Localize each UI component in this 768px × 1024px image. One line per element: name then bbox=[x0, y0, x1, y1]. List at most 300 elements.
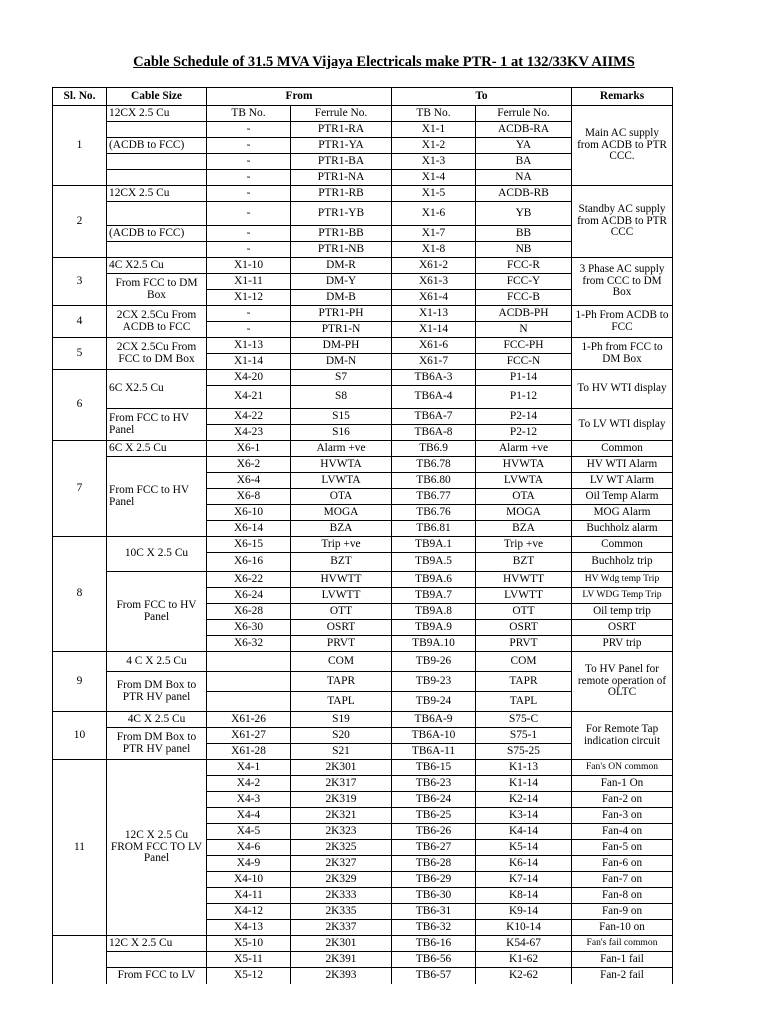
remarks-cell: Fan-1 fail bbox=[572, 952, 673, 968]
header-to: To bbox=[392, 88, 572, 106]
from-tb-no-cell: X4-12 bbox=[207, 904, 291, 920]
from-ferrule-no-cell: 2K329 bbox=[291, 872, 392, 888]
from-tb-no-cell: X4-13 bbox=[207, 920, 291, 936]
from-ferrule-no-cell: 2K321 bbox=[291, 808, 392, 824]
to-tb-no-cell: X61-6 bbox=[392, 338, 476, 354]
from-tb-no-cell: X1-13 bbox=[207, 338, 291, 354]
from-tb-no-cell: X6-8 bbox=[207, 489, 291, 505]
from-tb-no-cell: X6-22 bbox=[207, 572, 291, 588]
from-ferrule-no-cell: LVWTA bbox=[291, 473, 392, 489]
cable-size-cell: From FCC to HV Panel bbox=[107, 457, 207, 537]
header-from: From bbox=[207, 88, 392, 106]
to-tb-no-cell: TB6.9 bbox=[392, 441, 476, 457]
remarks-cell: Fan-2 on bbox=[572, 792, 673, 808]
header-sl-no: Sl. No. bbox=[53, 88, 107, 106]
to-ferrule-no-cell: K1-62 bbox=[476, 952, 572, 968]
from-ferrule-no-cell: PTR1-YA bbox=[291, 138, 392, 154]
to-tb-no-cell: TB6-25 bbox=[392, 808, 476, 824]
to-tb-no-cell: X61-7 bbox=[392, 354, 476, 370]
sl-no-cell: 8 bbox=[53, 537, 107, 652]
to-tb-no-cell: TB6-16 bbox=[392, 936, 476, 952]
cable-size-cell: (ACDB to FCC) bbox=[107, 226, 207, 242]
from-tb-no-cell: X4-4 bbox=[207, 808, 291, 824]
from-ferrule-no-cell: 2K391 bbox=[291, 952, 392, 968]
from-tb-no-cell: X6-2 bbox=[207, 457, 291, 473]
cable-size-cell bbox=[107, 242, 207, 258]
remarks-cell: To HV WTI display bbox=[572, 370, 673, 409]
to-ferrule-no-cell: OTT bbox=[476, 604, 572, 620]
remarks-cell: Common bbox=[572, 537, 673, 553]
from-ferrule-no-cell: LVWTT bbox=[291, 588, 392, 604]
table-row bbox=[53, 106, 673, 122]
to-tb-no-cell: TB6-56 bbox=[392, 952, 476, 968]
from-tb-no-cell bbox=[207, 692, 291, 712]
to-tb-no-cell: TB No. bbox=[392, 106, 476, 122]
from-tb-no-cell: - bbox=[207, 306, 291, 322]
from-ferrule-no-cell: 2K337 bbox=[291, 920, 392, 936]
to-ferrule-no-cell: HVWTT bbox=[476, 572, 572, 588]
to-ferrule-no-cell: BA bbox=[476, 154, 572, 170]
to-tb-no-cell: TB6-26 bbox=[392, 824, 476, 840]
from-tb-no-cell: X1-12 bbox=[207, 290, 291, 306]
from-tb-no-cell: - bbox=[207, 186, 291, 202]
from-tb-no-cell: X5-12 bbox=[207, 968, 291, 984]
from-ferrule-no-cell: OTT bbox=[291, 604, 392, 620]
from-ferrule-no-cell: TAPR bbox=[291, 672, 392, 692]
to-tb-no-cell: TB6-32 bbox=[392, 920, 476, 936]
cable-size-cell bbox=[107, 170, 207, 186]
table-row bbox=[53, 186, 673, 202]
to-ferrule-no-cell: K54-67 bbox=[476, 936, 572, 952]
table-row bbox=[53, 457, 673, 473]
table-row bbox=[53, 537, 673, 553]
to-tb-no-cell: X1-7 bbox=[392, 226, 476, 242]
cable-size-cell: From DM Box to PTR HV panel bbox=[107, 728, 207, 760]
from-ferrule-no-cell: HVWTT bbox=[291, 572, 392, 588]
from-ferrule-no-cell: HVWTA bbox=[291, 457, 392, 473]
to-tb-no-cell: X1-8 bbox=[392, 242, 476, 258]
to-ferrule-no-cell: OSRT bbox=[476, 620, 572, 636]
from-ferrule-no-cell: PTR1-BA bbox=[291, 154, 392, 170]
to-ferrule-no-cell: K4-14 bbox=[476, 824, 572, 840]
to-tb-no-cell: TB6-15 bbox=[392, 760, 476, 776]
from-tb-no-cell bbox=[207, 672, 291, 692]
cable-size-cell: 6C X2.5 Cu bbox=[107, 370, 207, 409]
table-body-continued bbox=[53, 936, 673, 984]
to-tb-no-cell: TB9A.8 bbox=[392, 604, 476, 620]
to-tb-no-cell: TB6A-9 bbox=[392, 712, 476, 728]
from-ferrule-no-cell: DM-N bbox=[291, 354, 392, 370]
remarks-cell: Fan-6 on bbox=[572, 856, 673, 872]
remarks-cell: Fan-8 on bbox=[572, 888, 673, 904]
to-ferrule-no-cell: NA bbox=[476, 170, 572, 186]
cable-schedule-table bbox=[52, 87, 673, 984]
remarks-cell: Standby AC supply from ACDB to PTR CCC bbox=[572, 186, 673, 258]
remarks-cell: Fan-9 on bbox=[572, 904, 673, 920]
remarks-cell: 3 Phase AC supply from CCC to DM Box bbox=[572, 258, 673, 306]
from-ferrule-no-cell: BZT bbox=[291, 553, 392, 572]
from-tb-no-cell: X6-16 bbox=[207, 553, 291, 572]
from-tb-no-cell: X4-6 bbox=[207, 840, 291, 856]
cable-size-cell: 4C X 2.5 Cu bbox=[107, 712, 207, 728]
to-ferrule-no-cell: K10-14 bbox=[476, 920, 572, 936]
table-row bbox=[53, 258, 673, 274]
from-ferrule-no-cell: MOGA bbox=[291, 505, 392, 521]
cable-size-cell bbox=[107, 952, 207, 968]
to-tb-no-cell: TB6.78 bbox=[392, 457, 476, 473]
to-ferrule-no-cell: BZA bbox=[476, 521, 572, 537]
to-ferrule-no-cell: K6-14 bbox=[476, 856, 572, 872]
to-tb-no-cell: TB6-28 bbox=[392, 856, 476, 872]
to-tb-no-cell: X61-3 bbox=[392, 274, 476, 290]
to-tb-no-cell: TB6-30 bbox=[392, 888, 476, 904]
to-ferrule-no-cell: P2-12 bbox=[476, 425, 572, 441]
remarks-cell: MOG Alarm bbox=[572, 505, 673, 521]
sl-no-cell: 1 bbox=[53, 106, 107, 186]
from-tb-no-cell: X4-21 bbox=[207, 386, 291, 409]
to-ferrule-no-cell: P1-14 bbox=[476, 370, 572, 386]
cable-size-cell: 2CX 2.5Cu From ACDB to FCC bbox=[107, 306, 207, 338]
from-tb-no-cell: X4-11 bbox=[207, 888, 291, 904]
to-tb-no-cell: TB6A-7 bbox=[392, 409, 476, 425]
to-ferrule-no-cell: S75-25 bbox=[476, 744, 572, 760]
to-ferrule-no-cell: K1-13 bbox=[476, 760, 572, 776]
from-ferrule-no-cell: PTR1-RA bbox=[291, 122, 392, 138]
from-ferrule-no-cell: Ferrule No. bbox=[291, 106, 392, 122]
table-row bbox=[53, 712, 673, 728]
from-ferrule-no-cell: S8 bbox=[291, 386, 392, 409]
from-ferrule-no-cell: Trip +ve bbox=[291, 537, 392, 553]
from-tb-no-cell: X4-9 bbox=[207, 856, 291, 872]
to-ferrule-no-cell: PRVT bbox=[476, 636, 572, 652]
to-tb-no-cell: TB9-23 bbox=[392, 672, 476, 692]
from-tb-no-cell: X6-14 bbox=[207, 521, 291, 537]
to-ferrule-no-cell: K7-14 bbox=[476, 872, 572, 888]
from-tb-no-cell: - bbox=[207, 122, 291, 138]
to-tb-no-cell: X61-4 bbox=[392, 290, 476, 306]
from-ferrule-no-cell: 2K317 bbox=[291, 776, 392, 792]
from-ferrule-no-cell: 2K333 bbox=[291, 888, 392, 904]
to-ferrule-no-cell: P1-12 bbox=[476, 386, 572, 409]
from-tb-no-cell: X4-5 bbox=[207, 824, 291, 840]
from-ferrule-no-cell: COM bbox=[291, 652, 392, 672]
to-ferrule-no-cell: LVWTT bbox=[476, 588, 572, 604]
remarks-cell: LV WT Alarm bbox=[572, 473, 673, 489]
to-ferrule-no-cell: N bbox=[476, 322, 572, 338]
to-tb-no-cell: TB6-23 bbox=[392, 776, 476, 792]
from-tb-no-cell: X6-32 bbox=[207, 636, 291, 652]
remarks-cell: Fan-7 on bbox=[572, 872, 673, 888]
table-row bbox=[53, 572, 673, 588]
to-ferrule-no-cell: HVWTA bbox=[476, 457, 572, 473]
from-ferrule-no-cell: PTR1-BB bbox=[291, 226, 392, 242]
to-tb-no-cell: TB6.80 bbox=[392, 473, 476, 489]
from-tb-no-cell: X6-24 bbox=[207, 588, 291, 604]
from-tb-no-cell: X1-14 bbox=[207, 354, 291, 370]
to-tb-no-cell: TB6A-4 bbox=[392, 386, 476, 409]
remarks-cell: To LV WTI display bbox=[572, 409, 673, 441]
to-tb-no-cell: X1-3 bbox=[392, 154, 476, 170]
to-tb-no-cell: TB9A.9 bbox=[392, 620, 476, 636]
to-ferrule-no-cell: FCC-R bbox=[476, 258, 572, 274]
from-ferrule-no-cell: PTR1-PH bbox=[291, 306, 392, 322]
to-tb-no-cell: X1-5 bbox=[392, 186, 476, 202]
to-tb-no-cell: TB6-29 bbox=[392, 872, 476, 888]
from-ferrule-no-cell: PTR1-YB bbox=[291, 202, 392, 226]
to-tb-no-cell: X1-13 bbox=[392, 306, 476, 322]
to-tb-no-cell: TB6A-8 bbox=[392, 425, 476, 441]
from-tb-no-cell: - bbox=[207, 242, 291, 258]
from-tb-no-cell: X61-28 bbox=[207, 744, 291, 760]
remarks-cell: For Remote Tap indication circuit bbox=[572, 712, 673, 760]
to-tb-no-cell: X1-6 bbox=[392, 202, 476, 226]
to-tb-no-cell: TB6.77 bbox=[392, 489, 476, 505]
from-tb-no-cell: - bbox=[207, 138, 291, 154]
to-ferrule-no-cell: FCC-B bbox=[476, 290, 572, 306]
from-tb-no-cell: X6-10 bbox=[207, 505, 291, 521]
cable-size-cell: From FCC to LV bbox=[107, 968, 207, 984]
cable-size-cell: From FCC to DM Box bbox=[107, 274, 207, 306]
cable-size-cell: 12CX 2.5 Cu bbox=[107, 186, 207, 202]
cable-size-cell bbox=[107, 122, 207, 138]
to-ferrule-no-cell: OTA bbox=[476, 489, 572, 505]
from-ferrule-no-cell: Alarm +ve bbox=[291, 441, 392, 457]
from-ferrule-no-cell: PTR1-NB bbox=[291, 242, 392, 258]
to-tb-no-cell: TB9A.6 bbox=[392, 572, 476, 588]
to-tb-no-cell: TB9A.1 bbox=[392, 537, 476, 553]
to-ferrule-no-cell: K3-14 bbox=[476, 808, 572, 824]
remarks-cell: Fan-4 on bbox=[572, 824, 673, 840]
sl-no-cell: 2 bbox=[53, 186, 107, 258]
sl-no-cell: 11 bbox=[53, 760, 107, 936]
from-tb-no-cell: X4-22 bbox=[207, 409, 291, 425]
to-ferrule-no-cell: ACDB-RA bbox=[476, 122, 572, 138]
cable-size-cell: From FCC to HV Panel bbox=[107, 409, 207, 441]
from-tb-no-cell: X61-26 bbox=[207, 712, 291, 728]
to-ferrule-no-cell: FCC-N bbox=[476, 354, 572, 370]
to-tb-no-cell: TB6-24 bbox=[392, 792, 476, 808]
cable-size-cell: (ACDB to FCC) bbox=[107, 138, 207, 154]
remarks-cell: Fan-2 fail bbox=[572, 968, 673, 984]
to-tb-no-cell: X1-14 bbox=[392, 322, 476, 338]
to-tb-no-cell: X1-2 bbox=[392, 138, 476, 154]
to-ferrule-no-cell: K8-14 bbox=[476, 888, 572, 904]
from-tb-no-cell: TB No. bbox=[207, 106, 291, 122]
to-ferrule-no-cell: MOGA bbox=[476, 505, 572, 521]
from-ferrule-no-cell: 2K301 bbox=[291, 760, 392, 776]
cable-size-cell: From DM Box to PTR HV panel bbox=[107, 672, 207, 712]
remarks-cell: Common bbox=[572, 441, 673, 457]
from-ferrule-no-cell: TAPL bbox=[291, 692, 392, 712]
remarks-cell: Fan's fail common bbox=[572, 936, 673, 952]
from-ferrule-no-cell: PTR1-NA bbox=[291, 170, 392, 186]
remarks-cell: Oil Temp Alarm bbox=[572, 489, 673, 505]
to-ferrule-no-cell: LVWTA bbox=[476, 473, 572, 489]
table-body bbox=[53, 106, 673, 936]
to-tb-no-cell: TB6A-11 bbox=[392, 744, 476, 760]
from-tb-no-cell: X5-10 bbox=[207, 936, 291, 952]
from-tb-no-cell: X6-4 bbox=[207, 473, 291, 489]
from-tb-no-cell: X4-3 bbox=[207, 792, 291, 808]
table-row bbox=[53, 936, 673, 952]
to-tb-no-cell: X61-2 bbox=[392, 258, 476, 274]
to-ferrule-no-cell: Alarm +ve bbox=[476, 441, 572, 457]
from-tb-no-cell: - bbox=[207, 154, 291, 170]
to-ferrule-no-cell: COM bbox=[476, 652, 572, 672]
to-tb-no-cell: TB6.76 bbox=[392, 505, 476, 521]
remarks-cell: 1-Ph From ACDB to FCC bbox=[572, 306, 673, 338]
to-ferrule-no-cell: ACDB-PH bbox=[476, 306, 572, 322]
from-ferrule-no-cell: OSRT bbox=[291, 620, 392, 636]
from-ferrule-no-cell: DM-R bbox=[291, 258, 392, 274]
cable-size-cell: 12CX 2.5 Cu bbox=[107, 106, 207, 122]
to-ferrule-no-cell: TAPL bbox=[476, 692, 572, 712]
to-ferrule-no-cell: P2-14 bbox=[476, 409, 572, 425]
to-tb-no-cell: TB9A.7 bbox=[392, 588, 476, 604]
to-ferrule-no-cell: Trip +ve bbox=[476, 537, 572, 553]
table-row bbox=[53, 441, 673, 457]
remarks-cell: OSRT bbox=[572, 620, 673, 636]
to-ferrule-no-cell: TAPR bbox=[476, 672, 572, 692]
to-tb-no-cell: TB6.81 bbox=[392, 521, 476, 537]
from-ferrule-no-cell: 2K319 bbox=[291, 792, 392, 808]
table-row bbox=[53, 338, 673, 354]
remarks-cell: To HV Panel for remote operation of OLTC bbox=[572, 652, 673, 712]
to-ferrule-no-cell: NB bbox=[476, 242, 572, 258]
from-ferrule-no-cell: 2K301 bbox=[291, 936, 392, 952]
from-tb-no-cell: X4-1 bbox=[207, 760, 291, 776]
table-header-row bbox=[53, 88, 673, 106]
cable-size-cell: 12C X 2.5 Cu FROM FCC TO LV Panel bbox=[107, 760, 207, 936]
to-tb-no-cell: TB6A-3 bbox=[392, 370, 476, 386]
header-remarks: Remarks bbox=[572, 88, 673, 106]
to-tb-no-cell: X1-1 bbox=[392, 122, 476, 138]
remarks-cell: Buchholz trip bbox=[572, 553, 673, 572]
from-tb-no-cell: X4-2 bbox=[207, 776, 291, 792]
remarks-cell: LV WDG Temp Trip bbox=[572, 588, 673, 604]
from-tb-no-cell: X6-30 bbox=[207, 620, 291, 636]
from-tb-no-cell: - bbox=[207, 202, 291, 226]
to-tb-no-cell: TB6-31 bbox=[392, 904, 476, 920]
cable-size-cell: 10C X 2.5 Cu bbox=[107, 537, 207, 572]
from-tb-no-cell: X6-1 bbox=[207, 441, 291, 457]
remarks-cell: Fan-5 on bbox=[572, 840, 673, 856]
to-tb-no-cell: TB6-57 bbox=[392, 968, 476, 984]
from-ferrule-no-cell: 2K335 bbox=[291, 904, 392, 920]
from-ferrule-no-cell: PRVT bbox=[291, 636, 392, 652]
to-ferrule-no-cell: ACDB-RB bbox=[476, 186, 572, 202]
remarks-cell: Fan's ON common bbox=[572, 760, 673, 776]
from-tb-no-cell: X1-11 bbox=[207, 274, 291, 290]
from-tb-no-cell: X6-15 bbox=[207, 537, 291, 553]
sl-no-cell: 3 bbox=[53, 258, 107, 306]
to-tb-no-cell: TB9-24 bbox=[392, 692, 476, 712]
to-tb-no-cell: TB9-26 bbox=[392, 652, 476, 672]
from-ferrule-no-cell: 2K323 bbox=[291, 824, 392, 840]
sl-no-cell: 4 bbox=[53, 306, 107, 338]
cable-size-cell: 4 C X 2.5 Cu bbox=[107, 652, 207, 672]
to-ferrule-no-cell: BB bbox=[476, 226, 572, 242]
remarks-cell: PRV trip bbox=[572, 636, 673, 652]
from-ferrule-no-cell: S21 bbox=[291, 744, 392, 760]
to-ferrule-no-cell: K2-62 bbox=[476, 968, 572, 984]
header-cable-size: Cable Size bbox=[107, 88, 207, 106]
to-ferrule-no-cell: YA bbox=[476, 138, 572, 154]
cable-size-cell: 12C X 2.5 Cu bbox=[107, 936, 207, 952]
from-ferrule-no-cell: 2K327 bbox=[291, 856, 392, 872]
table-row bbox=[53, 306, 673, 322]
remarks-cell: Fan-10 on bbox=[572, 920, 673, 936]
from-ferrule-no-cell: S20 bbox=[291, 728, 392, 744]
from-ferrule-no-cell: 2K325 bbox=[291, 840, 392, 856]
from-ferrule-no-cell: DM-PH bbox=[291, 338, 392, 354]
cable-size-cell: 2CX 2.5Cu From FCC to DM Box bbox=[107, 338, 207, 370]
table-row bbox=[53, 952, 673, 968]
from-tb-no-cell: X5-11 bbox=[207, 952, 291, 968]
from-tb-no-cell: - bbox=[207, 226, 291, 242]
from-ferrule-no-cell: OTA bbox=[291, 489, 392, 505]
to-ferrule-no-cell: S75-C bbox=[476, 712, 572, 728]
remarks-cell: HV WTI Alarm bbox=[572, 457, 673, 473]
to-ferrule-no-cell: FCC-Y bbox=[476, 274, 572, 290]
from-tb-no-cell: X61-27 bbox=[207, 728, 291, 744]
table-row bbox=[53, 652, 673, 672]
remarks-cell: HV Wdg temp Trip bbox=[572, 572, 673, 588]
sl-no-cell: 6 bbox=[53, 370, 107, 441]
remarks-cell: Oil temp trip bbox=[572, 604, 673, 620]
from-tb-no-cell bbox=[207, 652, 291, 672]
cable-size-cell bbox=[107, 154, 207, 170]
sl-no-cell: 7 bbox=[53, 441, 107, 537]
sl-no-cell: 10 bbox=[53, 712, 107, 760]
to-ferrule-no-cell: YB bbox=[476, 202, 572, 226]
from-tb-no-cell: X6-28 bbox=[207, 604, 291, 620]
cable-size-cell: From FCC to HV Panel bbox=[107, 572, 207, 652]
from-ferrule-no-cell: S7 bbox=[291, 370, 392, 386]
cable-size-cell: 6C X 2.5 Cu bbox=[107, 441, 207, 457]
remarks-cell: Main AC supply from ACDB to PTR CCC. bbox=[572, 106, 673, 186]
from-ferrule-no-cell: 2K393 bbox=[291, 968, 392, 984]
remarks-cell: Fan-3 on bbox=[572, 808, 673, 824]
to-ferrule-no-cell: BZT bbox=[476, 553, 572, 572]
document-title: Cable Schedule of 31.5 MVA Vijaya Electricals make PTR- 1 at 132/33KV AIIMS bbox=[133, 54, 635, 70]
from-tb-no-cell: - bbox=[207, 170, 291, 186]
from-ferrule-no-cell: DM-Y bbox=[291, 274, 392, 290]
sl-no-cell bbox=[53, 936, 107, 984]
from-ferrule-no-cell: PTR1-N bbox=[291, 322, 392, 338]
from-tb-no-cell: X4-23 bbox=[207, 425, 291, 441]
to-ferrule-no-cell: FCC-PH bbox=[476, 338, 572, 354]
remarks-cell: Fan-1 On bbox=[572, 776, 673, 792]
remarks-cell: 1-Ph from FCC to DM Box bbox=[572, 338, 673, 370]
from-ferrule-no-cell: DM-B bbox=[291, 290, 392, 306]
to-ferrule-no-cell: S75-1 bbox=[476, 728, 572, 744]
remarks-cell: Buchholz alarm bbox=[572, 521, 673, 537]
from-tb-no-cell: X4-20 bbox=[207, 370, 291, 386]
from-ferrule-no-cell: S19 bbox=[291, 712, 392, 728]
from-tb-no-cell: X4-10 bbox=[207, 872, 291, 888]
to-tb-no-cell: TB6-27 bbox=[392, 840, 476, 856]
from-ferrule-no-cell: S15 bbox=[291, 409, 392, 425]
table-row bbox=[53, 760, 673, 776]
cable-size-cell: 4C X2.5 Cu bbox=[107, 258, 207, 274]
to-tb-no-cell: TB6A-10 bbox=[392, 728, 476, 744]
from-tb-no-cell: - bbox=[207, 322, 291, 338]
to-ferrule-no-cell: K9-14 bbox=[476, 904, 572, 920]
to-tb-no-cell: X1-4 bbox=[392, 170, 476, 186]
cable-size-cell bbox=[107, 202, 207, 226]
from-tb-no-cell: X1-10 bbox=[207, 258, 291, 274]
